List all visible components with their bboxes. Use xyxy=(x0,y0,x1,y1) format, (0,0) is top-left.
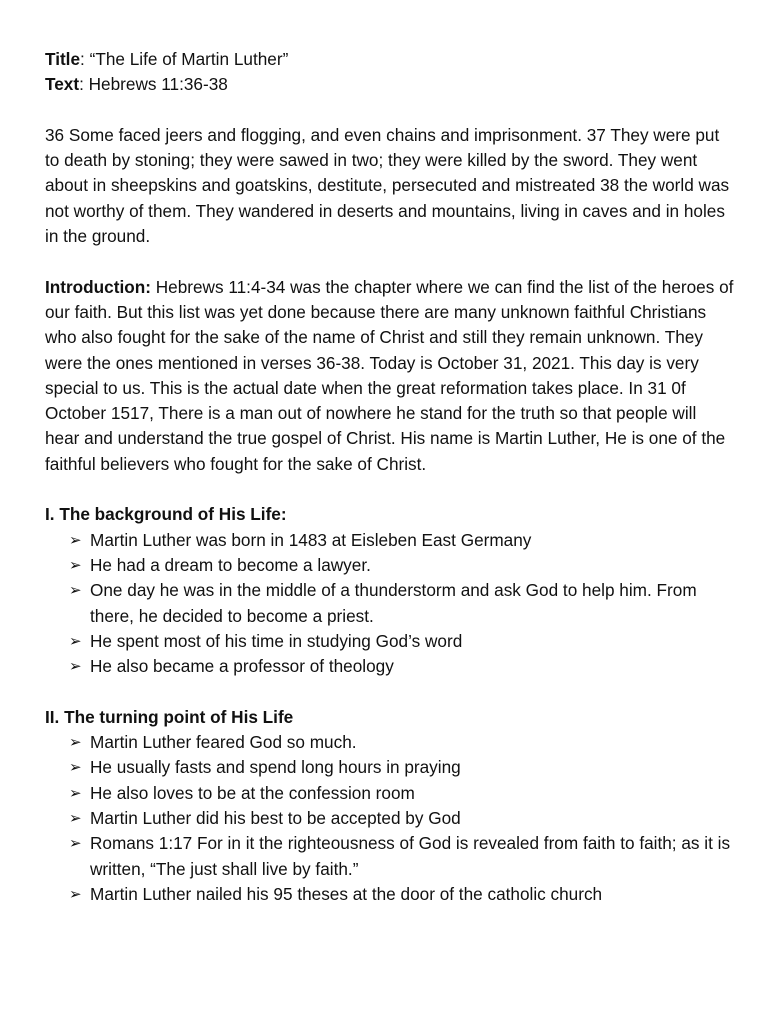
list-item: ➢ One day he was in the middle of a thunderstorm and ask God to help him. From there, he decided to become a priest. xyxy=(69,580,697,626)
scripture-paragraph: 36 Some faced jeers and flogging, and even chains and imprisonment. 37 They were put to death by stoning; they were sawed in two; they were killed by the sword. They went about in sheepskins and goatskins, destitute, persecuted and mistreated 38 the world was not worthy of them. They wandered in deserts and mountains, living in caves and in holes in the ground. xyxy=(45,124,730,247)
title-value: “The Life of Martin Luther” xyxy=(89,49,289,69)
introduction-label: Introduction: xyxy=(45,276,151,297)
document-page xyxy=(45,47,735,932)
arrowhead-bullet-icon: ➢ xyxy=(69,885,82,903)
arrowhead-bullet-icon: ➢ xyxy=(69,531,82,549)
text-line: Text: Hebrews 11:36-38 xyxy=(45,74,228,95)
arrowhead-bullet-icon: ➢ xyxy=(69,582,82,600)
list-item: ➢ Romans 1:17 For in it the righteousness of God is revealed from faith to faith; as it is written, “The just shall live by faith.” xyxy=(69,833,731,879)
background-list xyxy=(45,528,735,680)
text-label: Text xyxy=(45,74,80,95)
arrowhead-bullet-icon: ➢ xyxy=(69,759,82,777)
arrowhead-bullet-icon: ➢ xyxy=(69,734,82,752)
section-heading-background: I. The background of His Life: xyxy=(45,504,287,525)
arrowhead-bullet-icon: ➢ xyxy=(69,632,82,650)
spacer xyxy=(45,98,735,123)
list-item: ➢ Martin Luther was born in 1483 at Eisleben East Germany xyxy=(45,528,735,553)
list-item: ➢ Martin Luther feared God so much. xyxy=(45,730,735,755)
list-item: ➢ He usually fasts and spend long hours in praying xyxy=(45,755,735,780)
title-label: Title xyxy=(45,49,81,69)
list-item: ➢ He also became a professor of theology xyxy=(45,654,735,679)
arrowhead-bullet-icon: ➢ xyxy=(69,784,82,802)
arrowhead-bullet-icon: ➢ xyxy=(69,809,82,827)
list-item: ➢ Martin Luther nailed his 95 theses at the door of the catholic church xyxy=(45,882,735,907)
list-item: ➢ Martin Luther did his best to be accepted by God xyxy=(45,806,735,831)
list-item: ➢ He spent most of his time in studying God’s word xyxy=(45,629,735,654)
text-value: Hebrews 11:36-38 xyxy=(88,74,228,95)
title-line: Title: “The Life of Martin Luther” xyxy=(45,49,289,69)
arrowhead-bullet-icon: ➢ xyxy=(69,835,82,853)
arrowhead-bullet-icon: ➢ xyxy=(69,556,82,574)
section-heading-turning-point: II. The turning point of His Life xyxy=(45,706,294,727)
turning-point-list xyxy=(45,730,735,907)
introduction-paragraph xyxy=(45,275,735,477)
arrowhead-bullet-icon: ➢ xyxy=(69,658,82,676)
list-item: ➢ He had a dream to become a lawyer. xyxy=(45,553,735,578)
introduction-body: Hebrews 11:4-34 was the chapter where we can find the list of the heroes of our faith. But this list was yet done because there are many unknown faithful Christians who also fought for the sake of the name of Christ and still they remain unknown. They were the ones mentioned in verses 36-38. Today is October 31, 2021. This day is very special to us. This is the actual date when the great reformation takes place. In 31 0f October 1517, There is a man out of nowhere he stand for the truth so that people will hear and understand the true gospel of Christ. His name is Martin Luther, He is one of the faithful believers who fought for the sake of Christ. xyxy=(45,276,734,474)
list-item: ➢ He also loves to be at the confession room xyxy=(45,781,735,806)
